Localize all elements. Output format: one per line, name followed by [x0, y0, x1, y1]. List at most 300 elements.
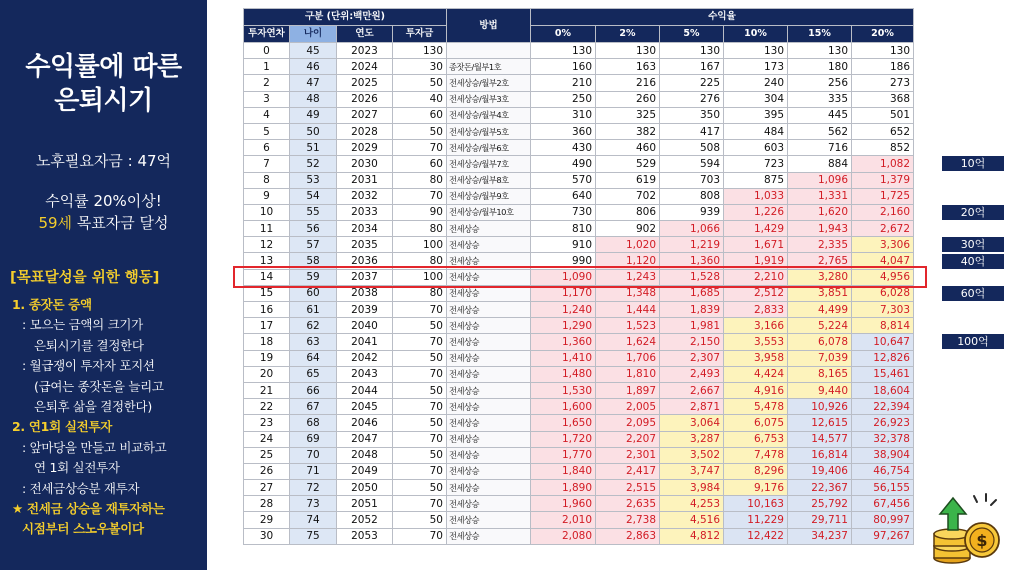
value-cell: 256: [788, 75, 852, 91]
year-cell: 22: [244, 399, 290, 415]
value-cell: 335: [788, 91, 852, 107]
header-rate: 0%: [531, 26, 596, 43]
investment-cell: 70: [393, 334, 447, 350]
action-line: 시점부터 스노우볼이다: [22, 521, 144, 537]
value-cell: 508: [660, 140, 724, 156]
milestone-tag: 30억: [942, 237, 1004, 252]
table-row: [244, 156, 914, 172]
calendar-year-cell: 2045: [337, 399, 393, 415]
value-cell: 3,553: [724, 334, 788, 350]
value-cell: 32,378: [852, 431, 914, 447]
age-cell: 63: [290, 334, 337, 350]
value-cell: 368: [852, 91, 914, 107]
method-cell: 전세상승: [447, 415, 531, 431]
value-cell: 1,226: [724, 204, 788, 220]
table-row: [244, 334, 914, 350]
value-cell: 1,170: [531, 285, 596, 301]
value-cell: 325: [596, 107, 660, 123]
action-line: (급여는 종잣돈을 늘리고: [34, 378, 164, 394]
value-cell: 2,210: [724, 269, 788, 285]
value-cell: 1,379: [852, 172, 914, 188]
value-cell: 1,429: [724, 221, 788, 237]
investment-cell: 80: [393, 172, 447, 188]
method-cell: 전세상승: [447, 528, 531, 544]
value-cell: 1,600: [531, 399, 596, 415]
value-cell: 160: [531, 59, 596, 75]
year-cell: 17: [244, 318, 290, 334]
table-row: [244, 59, 914, 75]
value-cell: 130: [788, 43, 852, 59]
header-group: 구분 (단위:백만원): [244, 9, 447, 26]
method-cell: 전세상승: [447, 302, 531, 318]
age-cell: 72: [290, 480, 337, 496]
table-row: [244, 123, 914, 139]
age-cell: 75: [290, 528, 337, 544]
investment-cell: 70: [393, 496, 447, 512]
milestone-tag: 100억: [942, 334, 1004, 349]
year-cell: 8: [244, 172, 290, 188]
method-cell: [447, 43, 531, 59]
table-row: [244, 415, 914, 431]
header-col: 투자금: [393, 26, 447, 43]
method-cell: 전세상승/월부3호: [447, 91, 531, 107]
table-row: [244, 75, 914, 91]
value-cell: 2,301: [596, 447, 660, 463]
calendar-year-cell: 2050: [337, 480, 393, 496]
year-cell: 12: [244, 237, 290, 253]
investment-cell: 50: [393, 318, 447, 334]
action-line: 1. 종잣돈 증액: [12, 297, 92, 312]
method-cell: 전세상승: [447, 318, 531, 334]
value-cell: 8,296: [724, 463, 788, 479]
year-cell: 10: [244, 204, 290, 220]
value-cell: 34,237: [788, 528, 852, 544]
calendar-year-cell: 2047: [337, 431, 393, 447]
value-cell: 1,671: [724, 237, 788, 253]
calendar-year-cell: 2034: [337, 221, 393, 237]
calendar-year-cell: 2048: [337, 447, 393, 463]
table-header: [244, 9, 914, 43]
value-cell: 619: [596, 172, 660, 188]
calendar-year-cell: 2051: [337, 496, 393, 512]
value-cell: 22,367: [788, 480, 852, 496]
age-cell: 64: [290, 350, 337, 366]
value-cell: 16,814: [788, 447, 852, 463]
age-cell: 71: [290, 463, 337, 479]
value-cell: 460: [596, 140, 660, 156]
value-cell: 1,120: [596, 253, 660, 269]
method-cell: 전세상승: [447, 512, 531, 528]
calendar-year-cell: 2025: [337, 75, 393, 91]
age-cell: 65: [290, 366, 337, 382]
investment-cell: 50: [393, 123, 447, 139]
year-cell: 20: [244, 366, 290, 382]
value-cell: 2,833: [724, 302, 788, 318]
investment-cell: 130: [393, 43, 447, 59]
calendar-year-cell: 2037: [337, 269, 393, 285]
value-cell: 1,981: [660, 318, 724, 334]
value-cell: 702: [596, 188, 660, 204]
value-cell: 430: [531, 140, 596, 156]
year-cell: 4: [244, 107, 290, 123]
age-cell: 68: [290, 415, 337, 431]
left-panel: [0, 0, 207, 570]
age-cell: 53: [290, 172, 337, 188]
money-growth-icon: [926, 488, 1004, 566]
value-cell: 1,706: [596, 350, 660, 366]
calendar-year-cell: 2043: [337, 366, 393, 382]
method-cell: 전세상승/월부6호: [447, 140, 531, 156]
value-cell: 875: [724, 172, 788, 188]
age-cell: 49: [290, 107, 337, 123]
milestone-tag: 60억: [942, 286, 1004, 301]
year-cell: 9: [244, 188, 290, 204]
value-cell: 1,480: [531, 366, 596, 382]
value-cell: 4,424: [724, 366, 788, 382]
calendar-year-cell: 2052: [337, 512, 393, 528]
value-cell: 1,331: [788, 188, 852, 204]
value-cell: 216: [596, 75, 660, 91]
value-cell: 1,360: [531, 334, 596, 350]
header-subrow: [244, 26, 914, 43]
value-cell: 1,066: [660, 221, 724, 237]
calendar-year-cell: 2029: [337, 140, 393, 156]
value-cell: 130: [596, 43, 660, 59]
investment-cell: 70: [393, 366, 447, 382]
value-cell: 6,028: [852, 285, 914, 301]
value-cell: 11,229: [724, 512, 788, 528]
table-row: [244, 253, 914, 269]
age-cell: 67: [290, 399, 337, 415]
value-cell: 1,810: [596, 366, 660, 382]
header-rate: 15%: [788, 26, 852, 43]
calendar-year-cell: 2044: [337, 382, 393, 398]
age-cell: 66: [290, 382, 337, 398]
value-cell: 9,176: [724, 480, 788, 496]
value-cell: 3,984: [660, 480, 724, 496]
age-cell: 47: [290, 75, 337, 91]
value-cell: 1,528: [660, 269, 724, 285]
value-cell: 6,075: [724, 415, 788, 431]
calendar-year-cell: 2032: [337, 188, 393, 204]
value-cell: 360: [531, 123, 596, 139]
investment-cell: 80: [393, 285, 447, 301]
age-cell: 62: [290, 318, 337, 334]
value-cell: 2,493: [660, 366, 724, 382]
value-cell: 1,219: [660, 237, 724, 253]
method-cell: 전세상승: [447, 366, 531, 382]
investment-cell: 50: [393, 447, 447, 463]
method-cell: 전세상승: [447, 237, 531, 253]
value-cell: 1,523: [596, 318, 660, 334]
investment-cell: 70: [393, 431, 447, 447]
value-cell: 1,360: [660, 253, 724, 269]
age-cell: 48: [290, 91, 337, 107]
value-cell: 808: [660, 188, 724, 204]
value-cell: 703: [660, 172, 724, 188]
value-cell: 2,871: [660, 399, 724, 415]
action-line: : 월급쟁이 투자자 포지션: [22, 358, 155, 374]
value-cell: 1,033: [724, 188, 788, 204]
value-cell: 167: [660, 59, 724, 75]
year-cell: 27: [244, 480, 290, 496]
value-cell: 1,960: [531, 496, 596, 512]
investment-cell: 70: [393, 399, 447, 415]
value-cell: 806: [596, 204, 660, 220]
year-cell: 16: [244, 302, 290, 318]
value-cell: 29,711: [788, 512, 852, 528]
value-cell: 19,406: [788, 463, 852, 479]
value-cell: 10,647: [852, 334, 914, 350]
method-cell: 전세상승/월부4호: [447, 107, 531, 123]
value-cell: 529: [596, 156, 660, 172]
method-cell: 전세상승/월부7호: [447, 156, 531, 172]
value-cell: 716: [788, 140, 852, 156]
table-row: [244, 140, 914, 156]
age-cell: 73: [290, 496, 337, 512]
investment-cell: 70: [393, 463, 447, 479]
calendar-year-cell: 2027: [337, 107, 393, 123]
table-row: [244, 285, 914, 301]
calendar-year-cell: 2035: [337, 237, 393, 253]
year-cell: 0: [244, 43, 290, 59]
value-cell: 180: [788, 59, 852, 75]
table-row: [244, 188, 914, 204]
value-cell: 562: [788, 123, 852, 139]
value-cell: 3,747: [660, 463, 724, 479]
value-cell: 990: [531, 253, 596, 269]
value-cell: 1,725: [852, 188, 914, 204]
value-cell: 240: [724, 75, 788, 91]
method-cell: 전세상승: [447, 350, 531, 366]
year-cell: 2: [244, 75, 290, 91]
value-cell: 2,207: [596, 431, 660, 447]
age-cell: 74: [290, 512, 337, 528]
investment-cell: 70: [393, 528, 447, 544]
value-cell: 1,082: [852, 156, 914, 172]
investment-cell: 50: [393, 415, 447, 431]
investment-cell: 100: [393, 269, 447, 285]
investment-cell: 70: [393, 188, 447, 204]
value-cell: 5,478: [724, 399, 788, 415]
value-cell: 1,243: [596, 269, 660, 285]
value-cell: 260: [596, 91, 660, 107]
age-cell: 52: [290, 156, 337, 172]
value-cell: 310: [531, 107, 596, 123]
table-row: [244, 318, 914, 334]
age-cell: 70: [290, 447, 337, 463]
calendar-year-cell: 2040: [337, 318, 393, 334]
method-cell: 전세상승/월부9호: [447, 188, 531, 204]
value-cell: 2,417: [596, 463, 660, 479]
value-cell: 1,444: [596, 302, 660, 318]
table-row: [244, 43, 914, 59]
table-row: [244, 431, 914, 447]
year-cell: 3: [244, 91, 290, 107]
table-row: [244, 528, 914, 544]
value-cell: 2,765: [788, 253, 852, 269]
table-row: [244, 382, 914, 398]
investment-cell: 50: [393, 75, 447, 91]
value-cell: 1,096: [788, 172, 852, 188]
method-cell: 전세상승/월부10호: [447, 204, 531, 220]
table-row: [244, 350, 914, 366]
age-cell: 54: [290, 188, 337, 204]
value-cell: 810: [531, 221, 596, 237]
value-cell: 4,253: [660, 496, 724, 512]
method-cell: 전세상승: [447, 480, 531, 496]
value-cell: 1,650: [531, 415, 596, 431]
value-cell: 3,287: [660, 431, 724, 447]
action-line: 은퇴후 삶을 결정한다): [34, 399, 152, 415]
value-cell: 1,620: [788, 204, 852, 220]
table-row: [244, 496, 914, 512]
investment-cell: 100: [393, 237, 447, 253]
value-cell: 2,512: [724, 285, 788, 301]
value-cell: 18,604: [852, 382, 914, 398]
investment-cell: 80: [393, 253, 447, 269]
table-row: [244, 480, 914, 496]
value-cell: 2,005: [596, 399, 660, 415]
age-cell: 61: [290, 302, 337, 318]
year-cell: 26: [244, 463, 290, 479]
action-line: ★ 전세금 상승을 재투자하는: [12, 501, 165, 517]
method-cell: 종잣돈/월부1호: [447, 59, 531, 75]
value-cell: 130: [531, 43, 596, 59]
action-line: : 모으는 금액의 크기가: [22, 317, 143, 333]
age-cell: 45: [290, 43, 337, 59]
investment-cell: 60: [393, 107, 447, 123]
value-cell: 884: [788, 156, 852, 172]
calendar-year-cell: 2049: [337, 463, 393, 479]
age-cell: 51: [290, 140, 337, 156]
year-cell: 13: [244, 253, 290, 269]
value-cell: 25,792: [788, 496, 852, 512]
svg-text:$: $: [976, 531, 988, 550]
value-cell: 276: [660, 91, 724, 107]
year-cell: 7: [244, 156, 290, 172]
milestone-tag: 20억: [942, 205, 1004, 220]
milestone-tag: 10억: [942, 156, 1004, 171]
value-cell: 4,812: [660, 528, 724, 544]
age-cell: 69: [290, 431, 337, 447]
action-line: 2. 연1회 실전투자: [12, 419, 112, 435]
investment-cell: 50: [393, 512, 447, 528]
calendar-year-cell: 2053: [337, 528, 393, 544]
value-cell: 652: [852, 123, 914, 139]
table-row: [244, 463, 914, 479]
year-cell: 21: [244, 382, 290, 398]
action-list: [12, 295, 204, 540]
method-cell: 전세상승: [447, 496, 531, 512]
table-row: [244, 512, 914, 528]
method-cell: 전세상승: [447, 463, 531, 479]
value-cell: 2,738: [596, 512, 660, 528]
goal-line: [0, 212, 207, 234]
value-cell: 723: [724, 156, 788, 172]
value-cell: 1,020: [596, 237, 660, 253]
value-cell: 6,753: [724, 431, 788, 447]
age-cell: 56: [290, 221, 337, 237]
value-cell: 445: [788, 107, 852, 123]
investment-cell: 70: [393, 140, 447, 156]
age-cell: 60: [290, 285, 337, 301]
value-cell: 4,516: [660, 512, 724, 528]
year-cell: 15: [244, 285, 290, 301]
value-cell: 163: [596, 59, 660, 75]
value-cell: 97,267: [852, 528, 914, 544]
value-cell: 3,502: [660, 447, 724, 463]
value-cell: 1,770: [531, 447, 596, 463]
value-cell: 1,890: [531, 480, 596, 496]
value-cell: 2,095: [596, 415, 660, 431]
value-cell: 501: [852, 107, 914, 123]
value-cell: 186: [852, 59, 914, 75]
value-cell: 10,926: [788, 399, 852, 415]
calendar-year-cell: 2039: [337, 302, 393, 318]
value-cell: 7,303: [852, 302, 914, 318]
value-cell: 56,155: [852, 480, 914, 496]
header-col: 연도: [337, 26, 393, 43]
value-cell: 484: [724, 123, 788, 139]
method-cell: 전세상승: [447, 285, 531, 301]
calendar-year-cell: 2028: [337, 123, 393, 139]
value-cell: 1,897: [596, 382, 660, 398]
value-cell: 225: [660, 75, 724, 91]
age-cell: 58: [290, 253, 337, 269]
value-cell: 9,440: [788, 382, 852, 398]
value-cell: 22,394: [852, 399, 914, 415]
value-cell: 4,956: [852, 269, 914, 285]
value-cell: 2,335: [788, 237, 852, 253]
calendar-year-cell: 2041: [337, 334, 393, 350]
value-cell: 1,290: [531, 318, 596, 334]
value-cell: 6,078: [788, 334, 852, 350]
value-cell: 1,685: [660, 285, 724, 301]
method-cell: 전세상승/월부8호: [447, 172, 531, 188]
value-cell: 304: [724, 91, 788, 107]
value-cell: 2,160: [852, 204, 914, 220]
method-cell: 전세상승: [447, 399, 531, 415]
goal-age: 59세: [38, 214, 73, 232]
age-cell: 46: [290, 59, 337, 75]
value-cell: 1,624: [596, 334, 660, 350]
header-rate: 20%: [852, 26, 914, 43]
calendar-year-cell: 2042: [337, 350, 393, 366]
table-row: [244, 269, 914, 285]
return-rate-text: 수익률 20%이상!: [45, 192, 162, 210]
action-line: 은퇴시기를 결정한다: [34, 337, 144, 353]
value-cell: 46,754: [852, 463, 914, 479]
value-cell: 2,515: [596, 480, 660, 496]
year-cell: 14: [244, 269, 290, 285]
milestone-tag: 40억: [942, 254, 1004, 269]
year-cell: 30: [244, 528, 290, 544]
year-cell: 6: [244, 140, 290, 156]
value-cell: 4,499: [788, 302, 852, 318]
value-cell: 1,839: [660, 302, 724, 318]
table-row: [244, 302, 914, 318]
value-cell: 2,150: [660, 334, 724, 350]
year-cell: 18: [244, 334, 290, 350]
year-cell: 25: [244, 447, 290, 463]
investment-cell: 90: [393, 204, 447, 220]
header-col: 나이: [290, 26, 337, 43]
value-cell: 1,240: [531, 302, 596, 318]
investment-cell: 60: [393, 156, 447, 172]
action-line: 연 1회 실전투자: [34, 460, 120, 476]
calendar-year-cell: 2031: [337, 172, 393, 188]
